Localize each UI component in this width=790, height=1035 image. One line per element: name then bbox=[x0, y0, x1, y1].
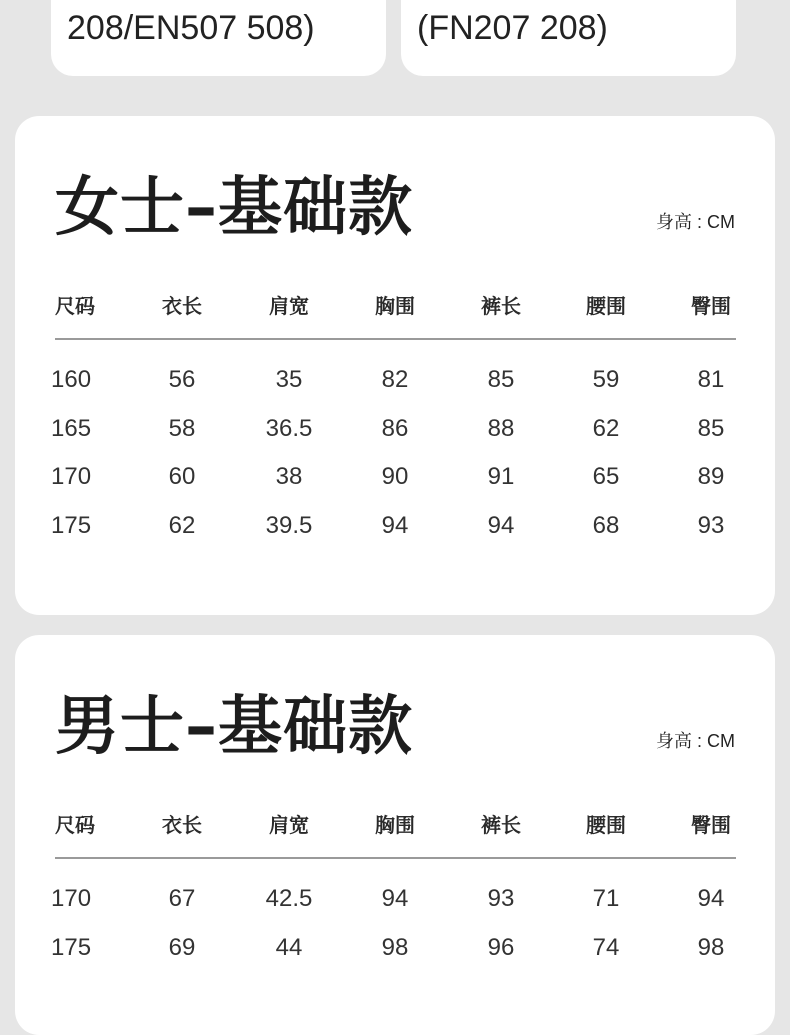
header-length: 衣长 bbox=[162, 294, 202, 318]
cell-length: 58 bbox=[168, 414, 196, 442]
cell-hip: 85 bbox=[697, 414, 725, 442]
table-row bbox=[51, 463, 736, 512]
men-size-card bbox=[15, 635, 775, 1035]
men-card-title: 男士–基础款 bbox=[55, 690, 413, 764]
cell-length: 67 bbox=[168, 885, 196, 912]
table-row bbox=[51, 933, 736, 983]
header-pants-length: 裤长 bbox=[481, 294, 521, 318]
table-row bbox=[51, 511, 736, 561]
men-table-header bbox=[55, 805, 736, 859]
cell-shoulder: 42.5 bbox=[265, 885, 313, 912]
table-row bbox=[51, 414, 736, 464]
cell-shoulder: 36.5 bbox=[265, 414, 313, 442]
cell-length: 62 bbox=[168, 511, 196, 539]
cell-pants-length: 91 bbox=[487, 463, 515, 490]
women-size-table bbox=[51, 286, 736, 560]
top-card-left-text: 208/EN507 508) bbox=[67, 9, 315, 47]
cell-size: 165 bbox=[51, 414, 92, 442]
cell-waist: 68 bbox=[592, 511, 620, 539]
women-size-card bbox=[15, 116, 775, 615]
header-chest: 胸围 bbox=[375, 294, 415, 318]
cell-waist: 62 bbox=[592, 414, 620, 442]
men-unit-label: 身高 : CM bbox=[656, 731, 735, 751]
cell-size: 170 bbox=[51, 885, 92, 912]
cell-waist: 71 bbox=[592, 885, 620, 912]
cell-chest: 82 bbox=[381, 366, 409, 393]
cell-pants-length: 93 bbox=[487, 885, 515, 912]
cell-size: 175 bbox=[51, 933, 92, 961]
top-card-right-text: (FN207 208) bbox=[417, 9, 608, 47]
cell-waist: 59 bbox=[592, 366, 620, 393]
table-row bbox=[51, 885, 736, 934]
cell-size: 160 bbox=[51, 366, 92, 393]
women-unit-label: 身高 : CM bbox=[656, 212, 735, 232]
header-waist: 腰围 bbox=[586, 813, 626, 837]
cell-shoulder: 39.5 bbox=[265, 511, 313, 539]
cell-hip: 93 bbox=[697, 511, 725, 539]
header-waist: 腰围 bbox=[586, 294, 626, 318]
top-info-card-right bbox=[401, 0, 736, 76]
header-chest: 胸围 bbox=[375, 813, 415, 837]
cell-chest: 86 bbox=[381, 414, 409, 442]
cell-pants-length: 96 bbox=[487, 933, 515, 961]
header-hip: 臀围 bbox=[691, 294, 731, 318]
cell-length: 60 bbox=[168, 463, 196, 490]
men-size-table bbox=[51, 805, 736, 982]
cell-chest: 98 bbox=[381, 933, 409, 961]
cell-pants-length: 88 bbox=[487, 414, 515, 442]
cell-pants-length: 94 bbox=[487, 511, 515, 539]
cell-length: 69 bbox=[168, 933, 196, 961]
cell-size: 175 bbox=[51, 511, 92, 539]
women-card-title: 女士–基础款 bbox=[55, 171, 413, 245]
header-size: 尺码 bbox=[55, 294, 95, 318]
cell-shoulder: 35 bbox=[275, 366, 303, 393]
cell-chest: 90 bbox=[381, 463, 409, 490]
cell-hip: 98 bbox=[697, 933, 725, 961]
table-row bbox=[51, 366, 736, 415]
header-size: 尺码 bbox=[55, 813, 95, 837]
header-shoulder: 肩宽 bbox=[269, 813, 309, 837]
cell-chest: 94 bbox=[381, 511, 409, 539]
cell-waist: 65 bbox=[592, 463, 620, 490]
cell-size: 170 bbox=[51, 463, 92, 490]
cell-shoulder: 44 bbox=[275, 933, 303, 961]
women-table-body bbox=[51, 340, 736, 560]
cell-hip: 89 bbox=[697, 463, 725, 490]
cell-pants-length: 85 bbox=[487, 366, 515, 393]
header-shoulder: 肩宽 bbox=[269, 294, 309, 318]
cell-shoulder: 38 bbox=[275, 463, 303, 490]
cell-chest: 94 bbox=[381, 885, 409, 912]
men-table-body bbox=[51, 859, 736, 982]
cell-hip: 81 bbox=[697, 366, 725, 393]
women-table-header bbox=[55, 286, 736, 340]
header-length: 衣长 bbox=[162, 813, 202, 837]
cell-hip: 94 bbox=[697, 885, 725, 912]
cell-waist: 74 bbox=[592, 933, 620, 961]
header-pants-length: 裤长 bbox=[481, 813, 521, 837]
header-hip: 臀围 bbox=[691, 813, 731, 837]
cell-length: 56 bbox=[168, 366, 196, 393]
top-info-card-left bbox=[51, 0, 386, 76]
